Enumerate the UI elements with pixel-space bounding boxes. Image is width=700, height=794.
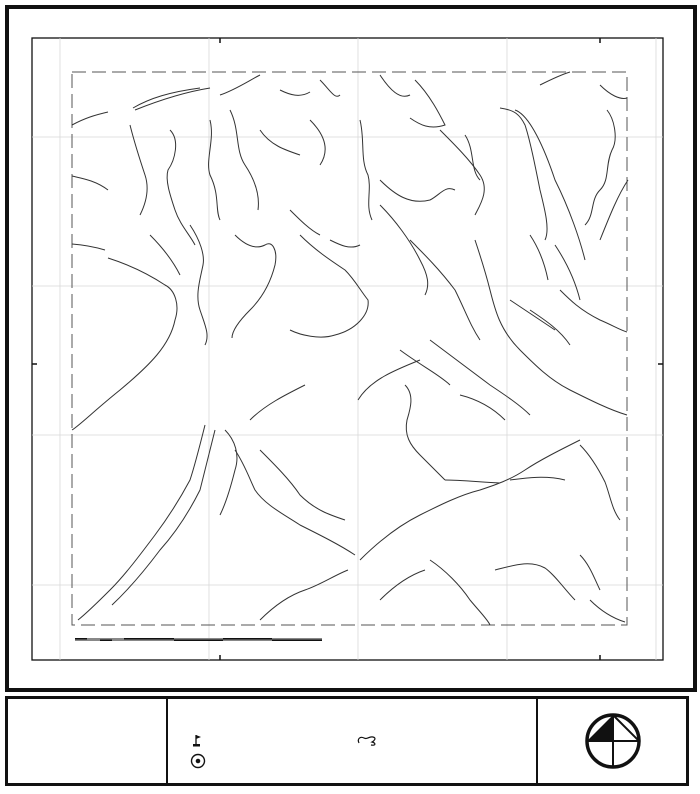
coordinate-grid bbox=[32, 38, 663, 660]
geo-ticks bbox=[32, 38, 663, 660]
study-area-boundary bbox=[72, 72, 627, 625]
vegetation-contour-icon bbox=[356, 733, 380, 747]
flag-icon bbox=[192, 733, 204, 747]
legend-item-sample-points bbox=[192, 733, 216, 747]
legend-conventions-box bbox=[168, 699, 538, 783]
legend-item-vegetation bbox=[356, 733, 386, 747]
north-arrow-icon bbox=[583, 711, 643, 771]
legend-north-box bbox=[538, 699, 686, 783]
legend-map-title-box bbox=[8, 699, 168, 783]
scale-bar bbox=[75, 638, 322, 641]
calicata-icon bbox=[190, 753, 206, 769]
legend-item-calicatas bbox=[190, 753, 216, 769]
inner-map-frame bbox=[32, 38, 663, 660]
legend-panel bbox=[5, 696, 689, 786]
vegetation-contours bbox=[72, 72, 628, 625]
